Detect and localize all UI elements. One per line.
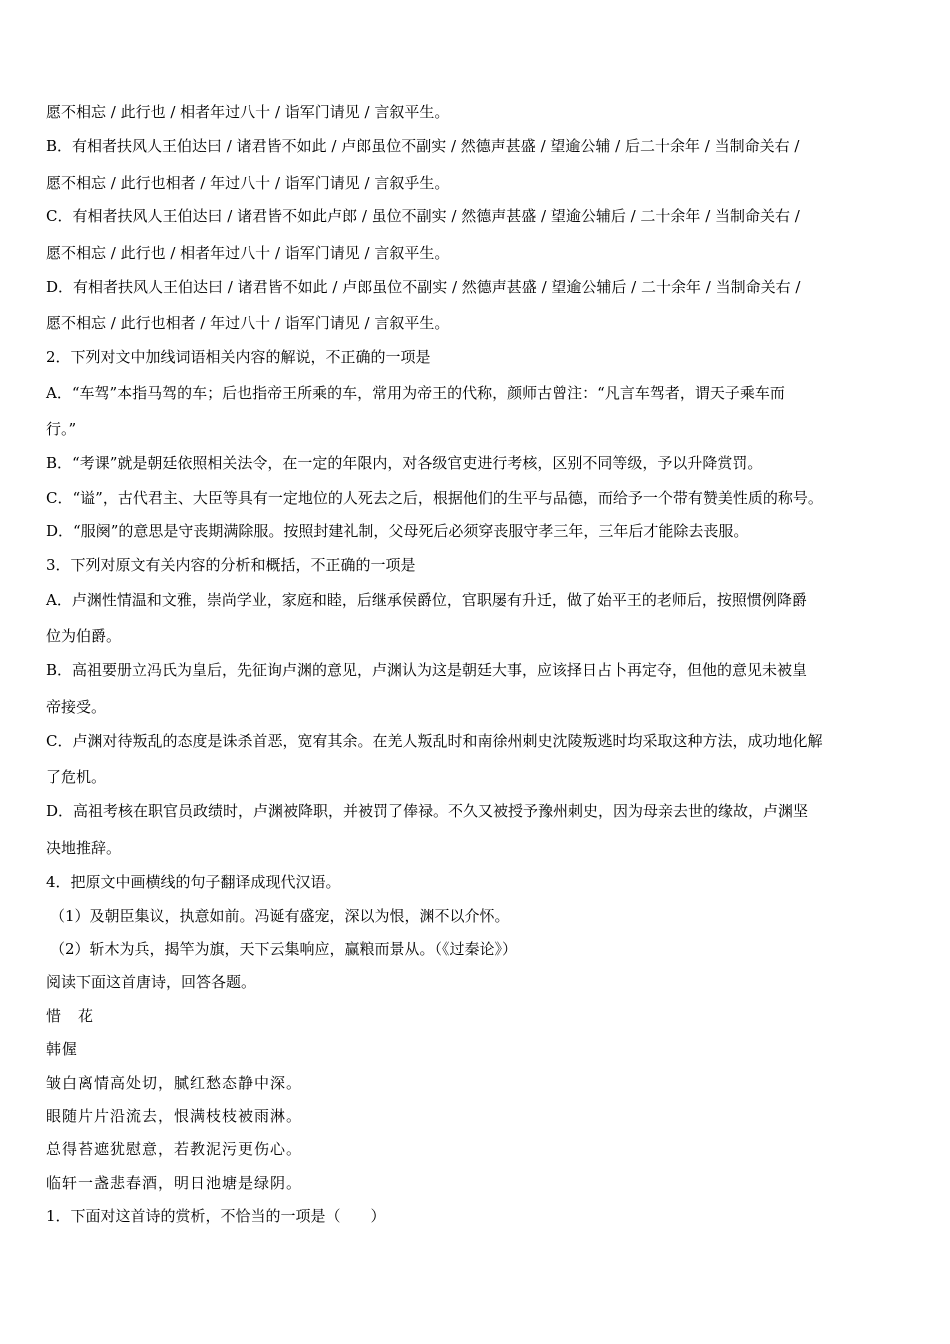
question-2-option-b: B．“考课”就是朝廷依照相关法令，在一定的年限内，对各级官吏进行考核，区别不同等级，予以升降赏罚。 [46,454,763,472]
option-c-line-2: 愿不相忘 / 此行也 / 相者年过八十 / 诣军门请见 / 言叙平生。 [46,244,450,262]
poem-line-2: 眼随片片沿流去，恨满枝枝被雨淋。 [46,1107,303,1125]
option-b-line-2: 愿不相忘 / 此行也相者 / 年过八十 / 诣军门请见 / 言叙乎生。 [46,174,450,192]
question-2-option-a-line-1: A．“车驾”本指马驾的车；后也指帝王所乘的车，常用为帝王的代称，颜师古曾注：“凡言车驾者，谓天子乘车而 [46,384,785,402]
question-3-option-a-line-1: A．卢渊性情温和文雅，崇尚学业，家庭和睦，后继承侯爵位，官职屡有升迁，做了始平王的老师后，按照惯例降爵 [46,591,807,609]
question-3-option-d-line-1: D．高祖考核在职官员政绩时，卢渊被降职，并被罚了俸禄。不久又被授予豫州刺史，因为母亲去世的缘故，卢渊坚 [46,802,809,820]
question-3-option-c-line-2: 了危机。 [46,768,107,786]
poem-line-1: 皱白离情高处切，腻红愁态静中深。 [46,1074,303,1092]
question-4-item-1: （1）及朝臣集议，执意如前。冯诞有盛宠，深以为恨，渊不以介怀。 [50,907,510,925]
question-2-stem: 2．下列对文中加线词语相关内容的解说，不正确的一项是 [46,348,431,366]
question-3-option-b-line-1: B．高祖要册立冯氏为皇后，先征询卢渊的意见，卢渊认为这是朝廷大事，应该择日占卜再定夺，但他的意见未被皇 [46,661,808,679]
question-2-option-a-line-2: 行。” [46,420,77,438]
question-2-option-c: C．“谥”，古代君主、大臣等具有一定地位的人死去之后，根据他们的生平与品德，而给予一个带有赞美性质的称号。 [46,489,823,507]
option-c-line-1: C．有相者扶风人王伯达曰 / 诸君皆不如此卢郎 / 虽位不副实 / 然德声甚盛 / 望逾公辅后 / 二十余年 / 当制命关右 / [46,207,800,225]
poem-reading-instruction: 阅读下面这首唐诗，回答各题。 [46,973,257,991]
option-d-line-1: D．有相者扶风人王伯达曰 / 诸君皆不如此 / 卢郎虽位不副实 / 然德声甚盛 / 望逾公辅后 / 二十余年 / 当制命关右 / [46,278,801,296]
poem-line-4: 临轩一盏悲春酒，明日池塘是绿阴。 [46,1174,303,1192]
poem-question-1-stem: 1．下面对这首诗的赏析，不恰当的一项是（ ） [46,1207,386,1225]
option-a-continuation: 愿不相忘 / 此行也 / 相者年过八十 / 诣军门请见 / 言叙平生。 [46,103,450,121]
question-3-option-b-line-2: 帝接受。 [46,698,107,716]
question-2-option-d: D．“服阕”的意思是守丧期满除服。按照封建礼制，父母死后必须穿丧服守孝三年，三年后才能除去丧服。 [46,522,749,540]
question-3-option-d-line-2: 决地推辞。 [46,839,122,857]
poem-author: 韩偓 [46,1040,79,1058]
poem-title: 惜 花 [46,1007,95,1025]
question-3-option-c-line-1: C．卢渊对待叛乱的态度是诛杀首恶，宽宥其余。在羌人叛乱时和南徐州刺史沈陵叛逃时均采取这种方法，成功地化解 [46,732,823,750]
question-3-option-a-line-2: 位为伯爵。 [46,627,122,645]
question-4-item-2: （2）斩木为兵，揭竿为旗，天下云集响应，赢粮而景从。（《过秦论》） [50,940,518,958]
option-b-line-1: B．有相者扶风人王伯达曰 / 诸君皆不如此 / 卢郎虽位不副实 / 然德声甚盛 / 望逾公辅 / 后二十余年 / 当制命关右 / [46,137,800,155]
option-d-line-2: 愿不相忘 / 此行也相者 / 年过八十 / 诣军门请见 / 言叙平生。 [46,314,450,332]
question-3-stem: 3．下列对原文有关内容的分析和概括，不正确的一项是 [46,556,416,574]
poem-line-3: 总得苔遮犹慰意，若教泥污更伤心。 [46,1140,303,1158]
question-4-stem: 4．把原文中画横线的句子翻译成现代汉语。 [46,873,341,891]
